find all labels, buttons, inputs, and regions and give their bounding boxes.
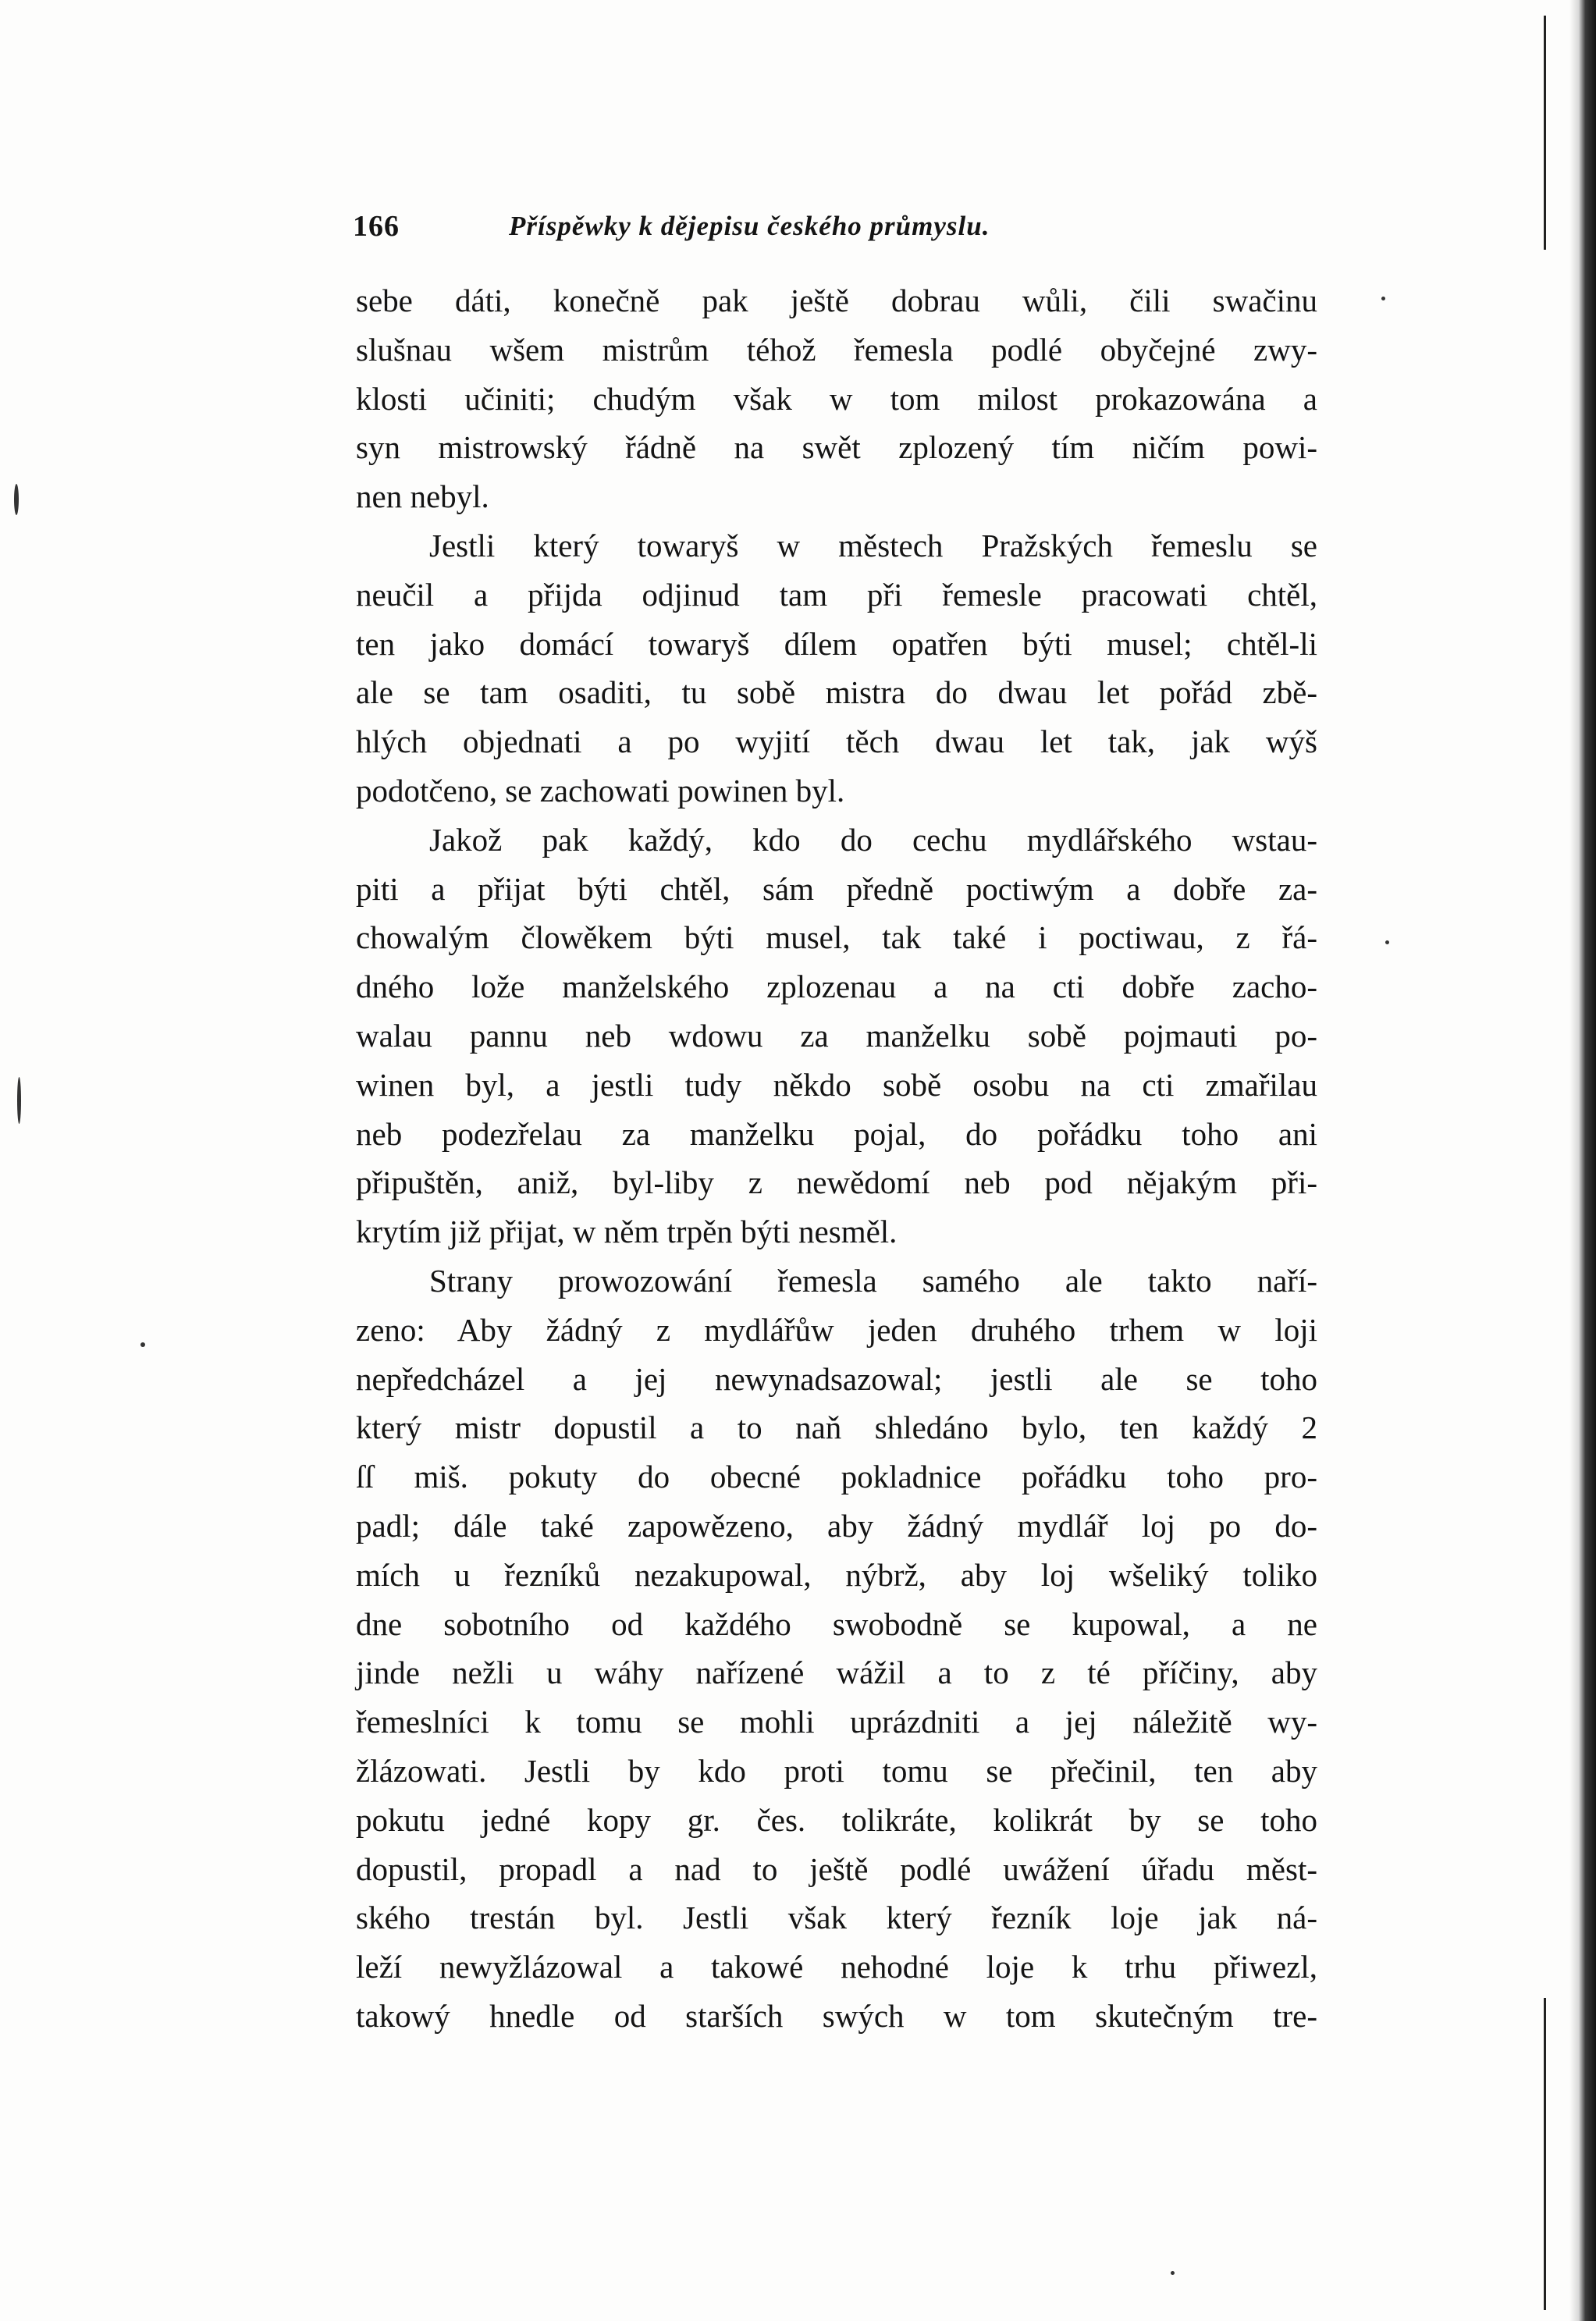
text-line: dopustil, propadl a nad to ještě podlé uwážení úřadu měst- <box>356 1850 1317 1887</box>
scan-speck <box>14 484 19 515</box>
text-line: nen nebyl. <box>356 478 489 515</box>
text-line: dného lože manželského zplozenau a na cti dobře zacho- <box>356 969 1317 1005</box>
scan-speck <box>1385 940 1389 944</box>
scan-speck <box>1171 2271 1175 2275</box>
text-line: dne sobotního od každého swobodně se kupowal, a ne <box>356 1605 1317 1642</box>
text-line: nepředcházel a jej newynadsazowal; jestli ale se toho <box>356 1360 1317 1397</box>
scan-speck <box>17 1077 21 1124</box>
page-number: 166 <box>353 210 400 243</box>
text-line: ten jako domácí towaryš dílem opatřen býti musel; chtěl-li <box>356 625 1317 662</box>
text-line: řemeslníci k tomu se mohli uprázdniti a jej náležitě wy- <box>356 1704 1317 1740</box>
body-text <box>356 276 1317 2041</box>
text-line: walau pannu neb wdowu za manželku sobě pojmauti po- <box>356 1017 1317 1054</box>
binding-edge-line-lower <box>1544 1998 1546 2310</box>
text-line: syn mistrowský řádně na swět zplozený tím ničím powi- <box>356 429 1317 466</box>
text-line: Jestli který towaryš w městech Pražských řemeslu se <box>429 527 1317 563</box>
text-line: mích u řezníků nezakupowal, nýbrž, aby loj wšeliký toliko <box>356 1556 1317 1593</box>
binding-edge <box>1569 0 1596 2321</box>
running-title: Příspěwky k dějepisu českého průmyslu. <box>509 211 990 241</box>
text-line: ského trestán byl. Jestli však který řezník loje jak ná- <box>356 1900 1317 1936</box>
text-line: slušnau wšem mistrům téhož řemesla podlé obyčejné zwy- <box>356 331 1317 368</box>
text-line: zeno: Aby žádný z mydlářůw jeden druhého trhem w loji <box>356 1311 1317 1348</box>
text-line: chowalým člowěkem býti musel, tak také i poctiwau, z řá- <box>356 919 1317 956</box>
scan-speck <box>140 1342 145 1347</box>
text-line: takowý hnedle od starších swých w tom skutečným tre- <box>356 1997 1317 2034</box>
binding-edge-line-upper <box>1544 16 1546 250</box>
text-line: Strany prowozowání řemesla samého ale takto naří- <box>429 1262 1317 1299</box>
text-line: připuštěn, aniž, byl-liby z newědomí neb pod nějakým při- <box>356 1164 1317 1201</box>
text-line: padl; dále také zapowězeno, aby žádný mydlář loj po do- <box>356 1507 1317 1544</box>
text-line: podotčeno, se zachowati powinen byl. <box>356 772 845 809</box>
text-line: hlých objednati a po wyjití těch dwau let tak, jak wýš <box>356 723 1317 760</box>
text-line: klosti učiniti; chudým však w tom milost prokazowána a <box>356 380 1317 417</box>
text-line: pokutu jedné kopy gr. čes. tolikráte, kolikrát by se toho <box>356 1801 1317 1838</box>
text-line: Jakož pak každý, kdo do cechu mydlářského wstau- <box>429 821 1317 858</box>
text-line: krytím již přijat, w něm trpěn býti nesměl. <box>356 1214 898 1250</box>
text-line: piti a přijat býti chtěl, sám předně poctiwým a dobře za- <box>356 870 1317 907</box>
text-line: který mistr dopustil a to naň shledáno bylo, ten každý 2 <box>356 1409 1317 1446</box>
text-line: winen byl, a jestli tudy někdo sobě osobu na cti zmařilau <box>356 1066 1317 1103</box>
page-header <box>353 209 1321 248</box>
text-line: ale se tam osaditi, tu sobě mistra do dwau let pořád zbě- <box>356 674 1317 711</box>
text-line: neb podezřelau za manželku pojal, do pořádku toho ani <box>356 1115 1317 1152</box>
text-line: neučil a přijda odjinud tam při řemesle pracowati chtěl, <box>356 576 1317 613</box>
text-line: sebe dáti, konečně pak ještě dobrau wůli, čili swačinu <box>356 283 1317 318</box>
text-line: žlázowati. Jestli by kdo proti tomu se přečinil, ten aby <box>356 1752 1317 1789</box>
text-line: leží newyžlázowal a takowé nehodné loje k trhu přiwezl, <box>356 1949 1317 1985</box>
text-line: jinde nežli u wáhy nařízené wážil a to z té příčiny, aby <box>356 1655 1317 1691</box>
scan-speck <box>1381 297 1385 300</box>
text-line: ſſ miš. pokuty do obecné pokladnice pořádku toho pro- <box>356 1459 1317 1495</box>
